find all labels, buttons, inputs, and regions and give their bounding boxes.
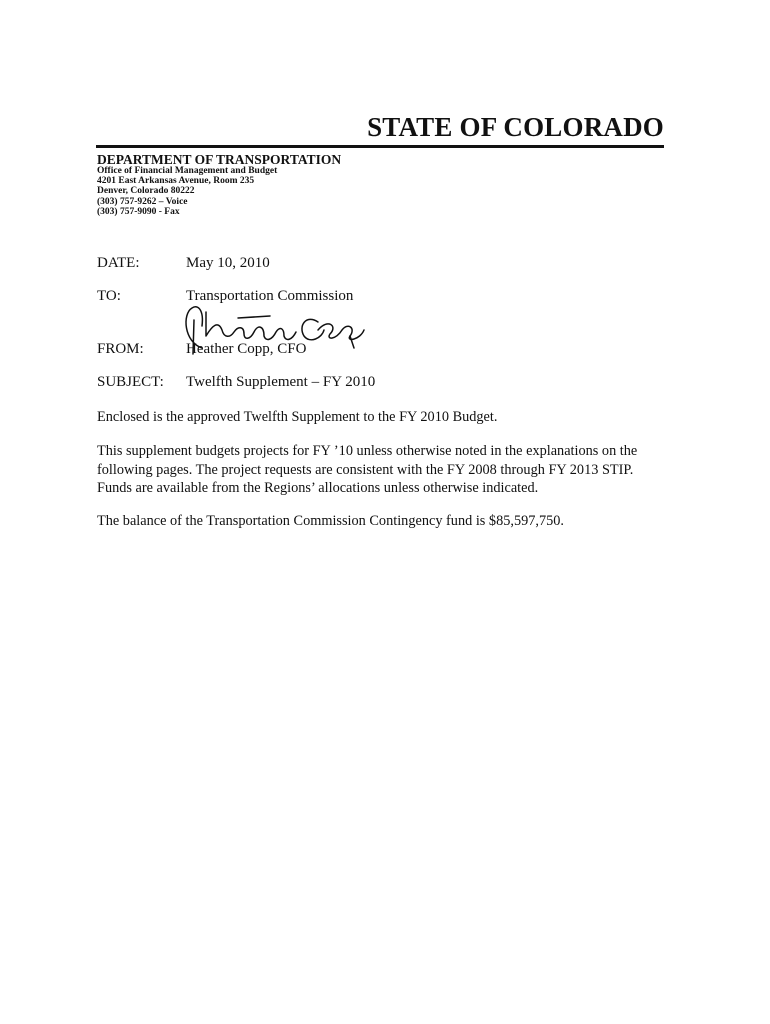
signature-icon (178, 296, 368, 368)
body-paragraph: Enclosed is the approved Twelfth Supplement to the FY 2010 Budget. (97, 409, 498, 426)
address-line: (303) 757-9090 - Fax (97, 206, 180, 217)
date-label: DATE: (97, 255, 140, 271)
address-line: 4201 East Arkansas Avenue, Room 235 (97, 176, 255, 187)
office-address (97, 166, 277, 217)
date-value: May 10, 2010 (186, 255, 270, 271)
from-label: FROM: (97, 341, 144, 357)
address-line: (303) 757-9262 – Voice (97, 196, 188, 207)
subject-label: SUBJECT: (97, 374, 164, 390)
body-paragraph: The balance of the Transportation Commission Contingency fund is $85,597,750. (97, 513, 564, 530)
address-line: Denver, Colorado 80222 (97, 186, 195, 197)
subject-value: Twelfth Supplement – FY 2010 (186, 374, 376, 390)
state-title: STATE OF COLORADO (367, 112, 664, 142)
to-label: TO: (97, 288, 121, 304)
body-paragraph: This supplement budgets projects for FY ’10 unless otherwise noted in the explanations on the following pages. The project requests are consistent with the FY 2008 through FY 2013 STIP. Funds are available from the Regions’ allocations unless otherwise indicated. (97, 443, 638, 497)
header-rule (96, 145, 664, 148)
to-value: Transportation Commission (186, 288, 354, 304)
department-name: DEPARTMENT OF TRANSPORTATION (97, 152, 342, 167)
address-line: Office of Financial Management and Budget (97, 166, 278, 176)
from-value: Heather Copp, CFO (186, 341, 307, 357)
